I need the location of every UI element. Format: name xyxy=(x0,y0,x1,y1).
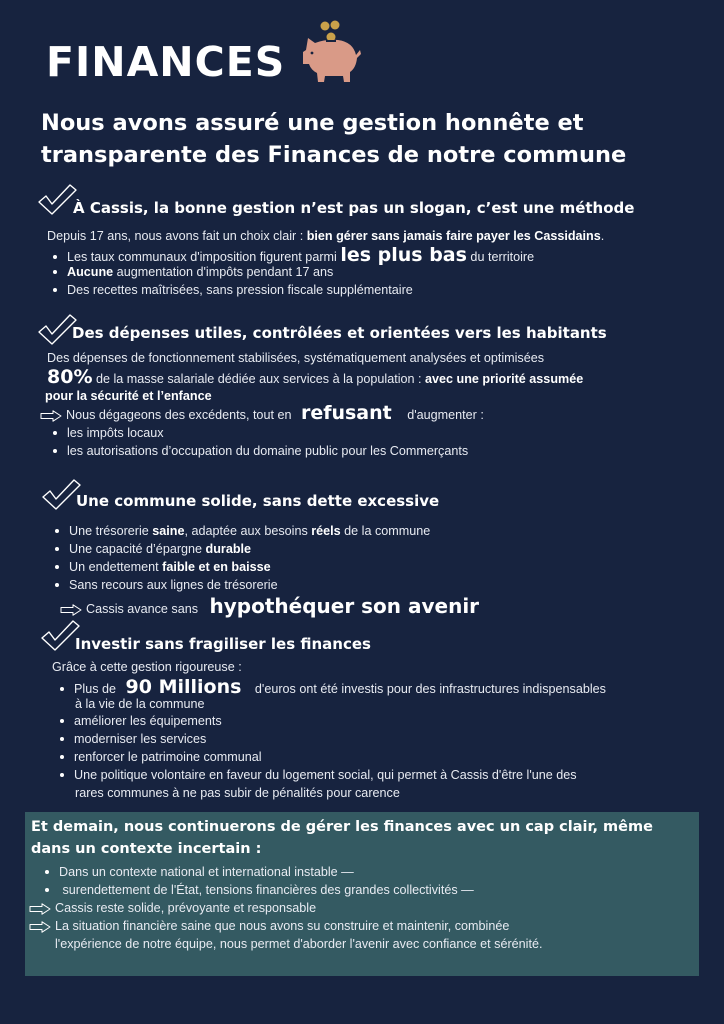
list-item-continuation: rares communes à ne pas subir de pénalités pour carence xyxy=(75,786,400,800)
list-item: renforcer le patrimoine communal xyxy=(60,750,262,764)
list-item: Plus de 90 Millions d'euros ont été investis pour des infrastructures indispensables xyxy=(60,676,606,698)
list-item: améliorer les équipements xyxy=(60,714,222,728)
page-title: FINANCES xyxy=(46,38,286,86)
list-item: Dans un contexte national et international instable — xyxy=(45,865,354,879)
list-item: Une trésorerie saine, adaptée aux besoins réels de la commune xyxy=(55,524,430,538)
section-intro: Depuis 17 ans, nous avons fait un choix clair : bien gérer sans jamais faire payer les Cassidains. xyxy=(47,229,605,243)
arrow-line-continuation: l'expérience de notre équipe, nous permet d'aborder l'avenir avec confiance et sérénité. xyxy=(55,937,543,951)
list-item-continuation: à la vie de la commune xyxy=(75,697,205,711)
arrow-line: Cassis reste solide, prévoyante et responsable xyxy=(29,901,316,915)
list-item: Sans recours aux lignes de trésorerie xyxy=(55,578,278,592)
section-intro: Grâce à cette gestion rigoureuse : xyxy=(52,660,242,674)
outlook-box xyxy=(25,812,699,976)
list-item: les autorisations d’occupation du domaine public pour les Commerçants xyxy=(53,444,468,458)
piggy-bank-icon xyxy=(298,18,366,86)
arrow-right-icon xyxy=(40,410,62,422)
headline xyxy=(41,107,626,171)
arrow-line: Cassis avance sans hypothéquer son avenir xyxy=(60,594,479,618)
section-text: Des dépenses de fonctionnement stabilisées, systématiquement analysées et optimisées xyxy=(47,351,545,365)
headline-line-2: transparente des Finances de notre commune xyxy=(41,142,627,168)
section-text: 80% de la masse salariale dédiée aux services à la population : avec une priorité assumée xyxy=(47,366,584,388)
arrow-right-icon xyxy=(60,604,82,616)
section-text: pour la sécurité et l’enfance xyxy=(45,389,212,403)
box-title: Et demain, nous continuerons de gérer les finances avec un cap clair, même dans un contexte incertain : xyxy=(31,819,653,857)
list-item: Les taux communaux d'imposition figurent parmi les plus bas du territoire xyxy=(53,244,534,266)
list-item: Une capacité d’épargne durable xyxy=(55,542,251,556)
list-item: Un endettement faible et en baisse xyxy=(55,560,271,574)
arrow-right-icon xyxy=(29,903,51,915)
emphasis-text: les plus bas xyxy=(340,244,467,266)
section-title: Investir sans fragiliser les finances xyxy=(75,635,371,653)
section-title: À Cassis, la bonne gestion n’est pas un slogan, c’est une méthode xyxy=(73,199,635,217)
list-item: Aucune augmentation d'impôts pendant 17 ans xyxy=(53,265,333,279)
list-item: moderniser les services xyxy=(60,732,206,746)
section-title: Une commune solide, sans dette excessive xyxy=(76,492,440,510)
section-title: Des dépenses utiles, contrôlées et orientées vers les habitants xyxy=(72,324,607,342)
list-item: Des recettes maîtrisées, sans pression fiscale supplémentaire xyxy=(53,283,413,297)
list-item: les impôts locaux xyxy=(53,426,164,440)
arrow-right-icon xyxy=(29,921,51,933)
arrow-line: La situation financière saine que nous avons su construire et maintenir, combinée xyxy=(29,919,509,933)
list-item: surendettement de l'État, tensions financières des grandes collectivités — xyxy=(45,883,474,897)
list-item: Une politique volontaire en faveur du logement social, qui permet à Cassis d'être l'une des xyxy=(60,768,577,782)
headline-line-1: Nous avons assuré une gestion honnête et xyxy=(41,110,584,136)
arrow-line: Nous dégageons des excédents, tout en refusant d'augmenter : xyxy=(40,402,484,424)
